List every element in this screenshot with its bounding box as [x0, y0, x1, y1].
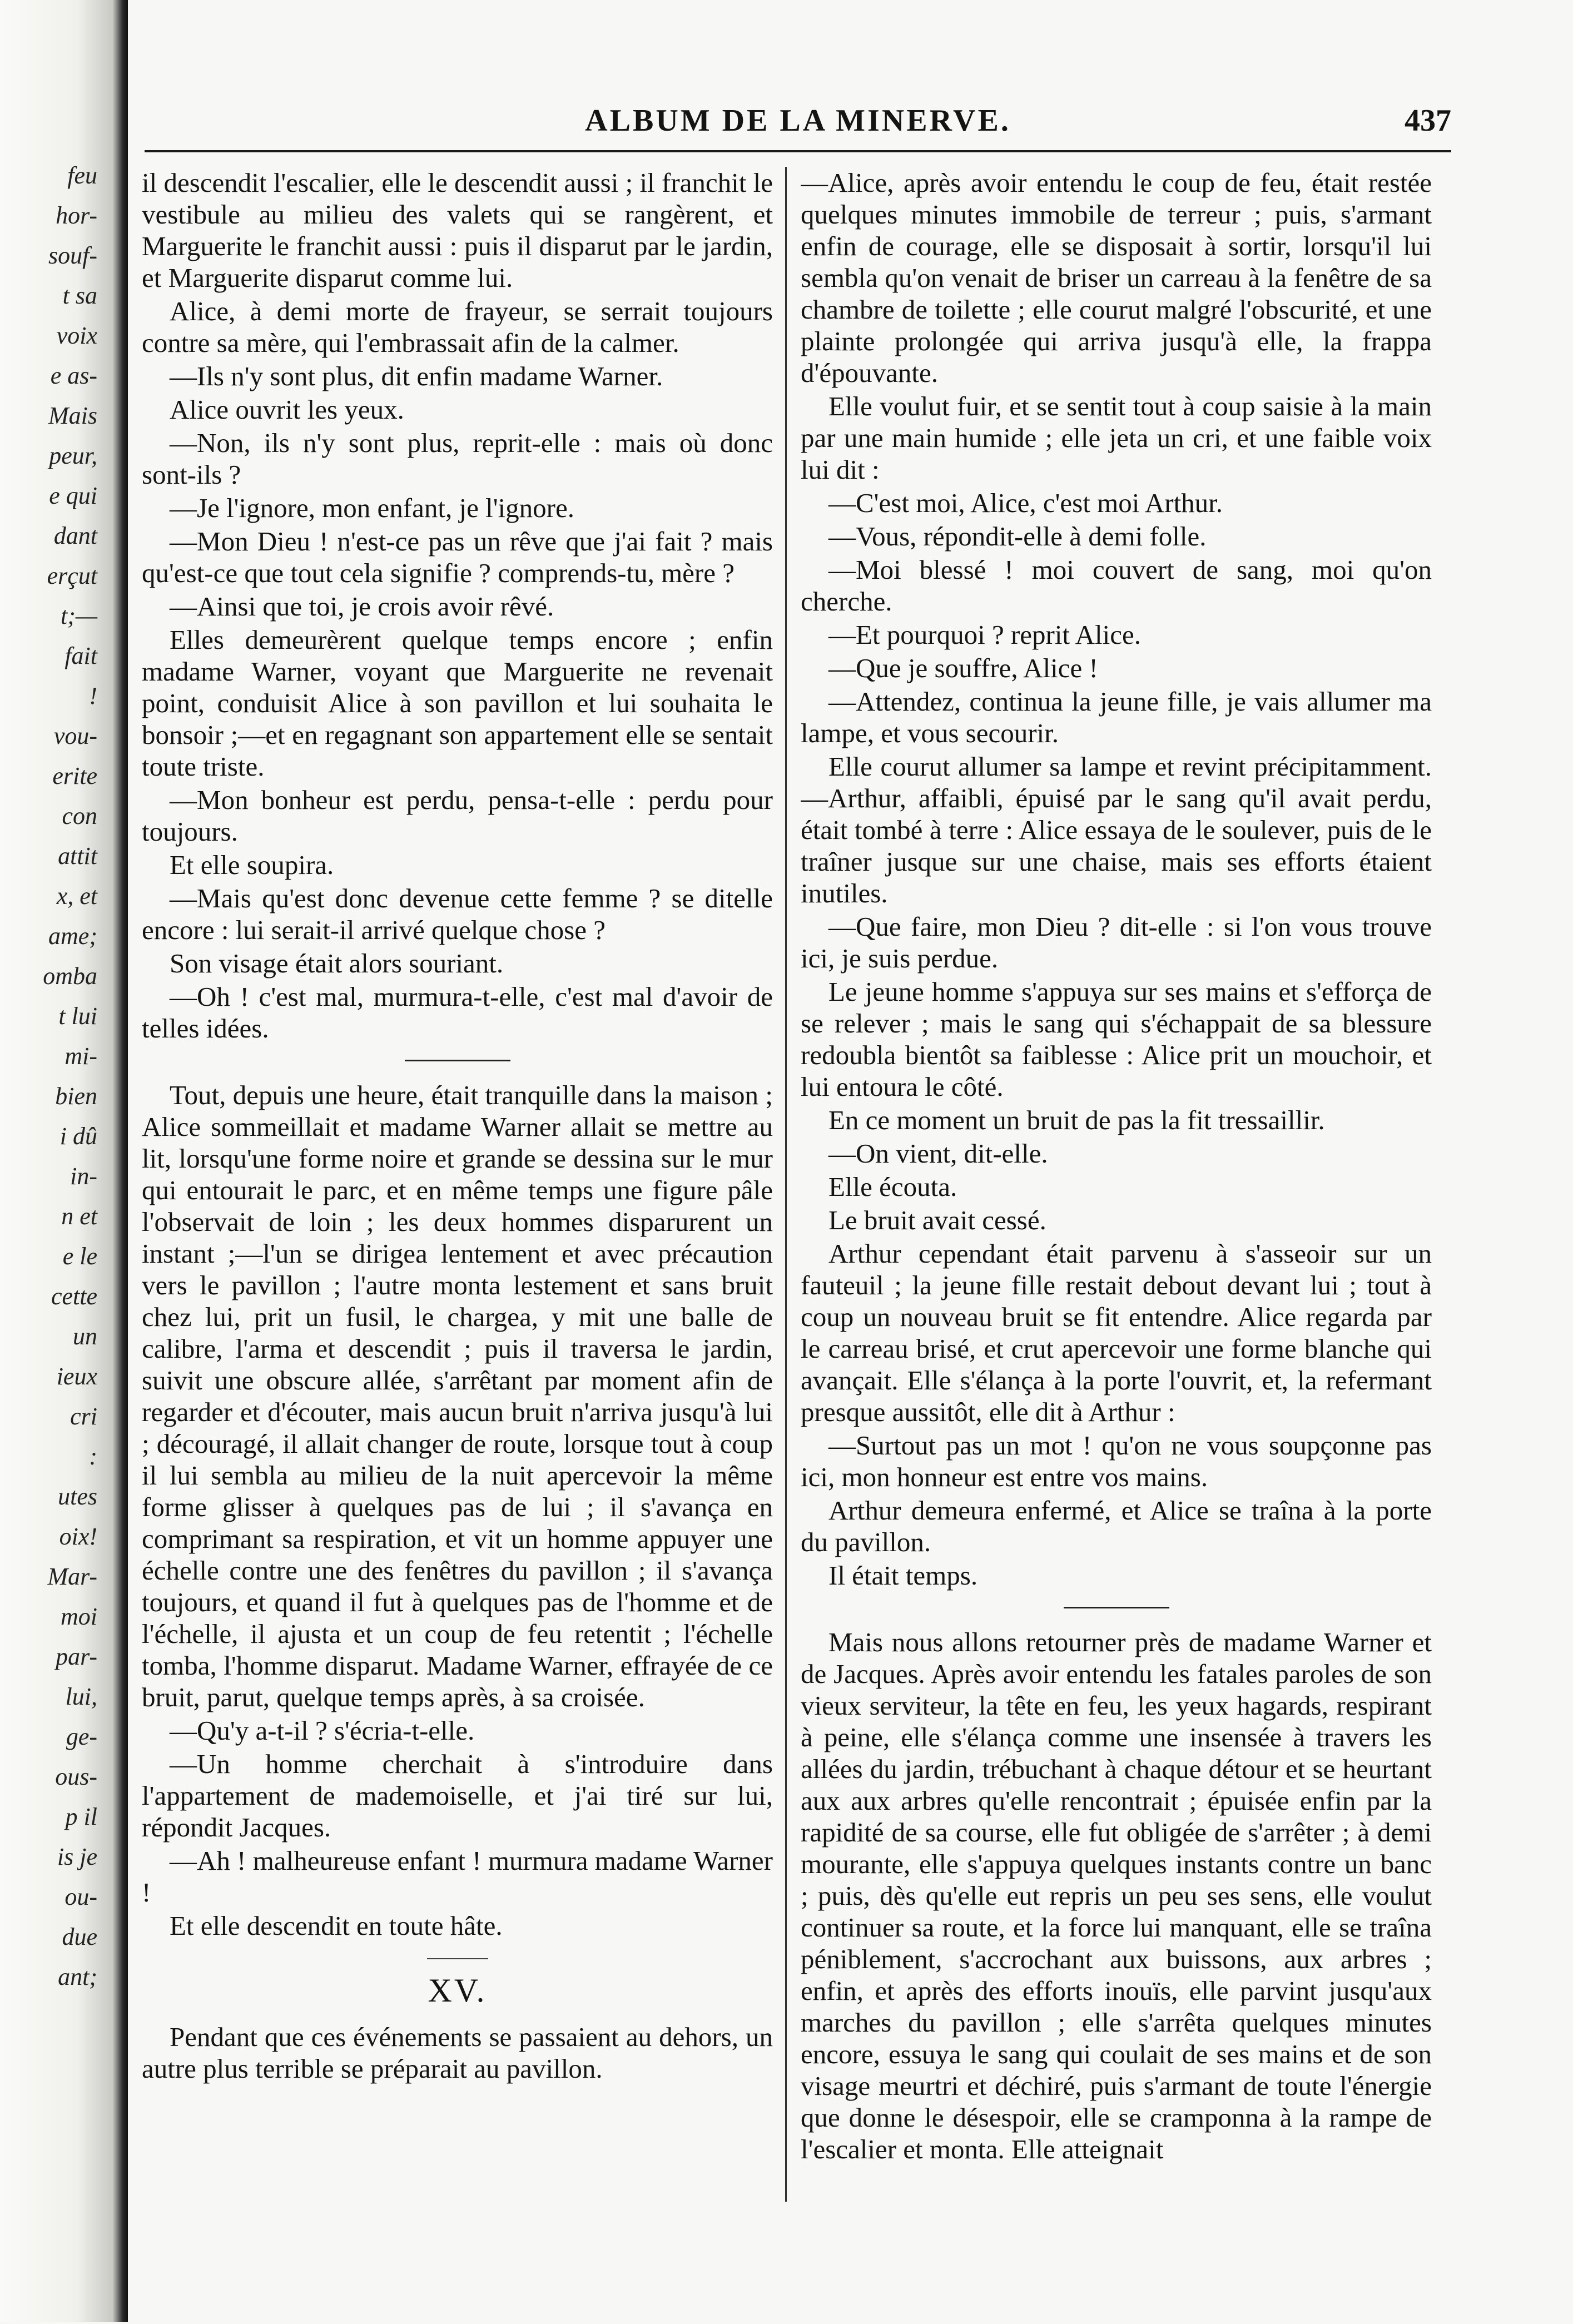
paragraph: —Non, ils n'y sont plus, reprit-elle : mais où donc sont-ils ?	[142, 428, 773, 490]
paragraph: Et elle soupira.	[170, 850, 334, 880]
margin-fragment: moi	[61, 1603, 97, 1630]
section-separator-dash	[427, 1958, 488, 1959]
paragraph: Alice ouvrit les yeux.	[170, 394, 404, 425]
publication-title: ALBUM DE LA MINERVE.	[585, 103, 1011, 138]
margin-fragment: Mar-	[47, 1563, 97, 1590]
left-column-part-a	[142, 167, 773, 1044]
margin-fragment: lui,	[65, 1683, 97, 1710]
paragraph: —Mais qu'est donc devenue cette femme ? se ditelle encore : lui serait-il arrivé quelque chose ?	[142, 883, 773, 945]
paragraph: —Un homme cherchait à s'introduire dans l'appartement de mademoiselle, et j'ai tiré sur lui, répondit Jacques.	[142, 1749, 773, 1843]
margin-fragment: hor-	[56, 202, 97, 229]
margin-fragment: Mais	[48, 402, 97, 429]
paragraph: Et elle descendit en toute hâte.	[170, 1910, 503, 1941]
margin-fragment: p il	[65, 1803, 97, 1830]
margin-fragment: oix!	[59, 1523, 97, 1550]
left-column-part-b	[142, 1079, 773, 1941]
paragraph: —C'est moi, Alice, c'est moi Arthur.	[828, 488, 1223, 518]
paragraph: —Attendez, continua la jeune fille, je vais allumer ma lampe, et vous secourir.	[801, 686, 1432, 748]
paragraph: Son visage était alors souriant.	[170, 948, 504, 979]
paragraph: Arthur cependant était parvenu à s'asseoir sur un fauteuil ; la jeune fille restait debout devant lui ; tout à coup un nouveau bruit se fit entendre. Alice regarda par le carreau brisé, et crut apercevoir une forme blanche qui avançait. Elle s'élança à la porte l'ouvrit, et, la refermant presque aussitôt, elle dit à Arthur :	[801, 1238, 1432, 1427]
paragraph: Mais nous allons retourner près de madame Warner et de Jacques. Après avoir entendu les fatales paroles de son vieux serviteur, la tête en feu, les yeux hagards, respirant à peine, elle s'élança comme une insensée à travers les allées du jardin, trébuchant à chaque détour et se heurtant aux aux arbres qu'elle rencontrait ; épuisée enfin par la rapidité de sa course, elle fut obligée de s'arrêter ; à demi mourante, elle s'appuya quelques instants contre un banc ; puis, dès qu'elle eut repris un peu ses sens, elle voulut continuer sa route, et la force lui manquant, elle se traîna péniblement, s'accrochant aux buissons, aux arbres ; enfin, et après des efforts inouïs, elle parvint jusqu'aux marches du pavillon ; elle s'arrêta quelques minutes encore, essuya le sang qui coulait de ses mains et de son visage meurtri et déchiré, puis s'armant de toute l'énergie que donne le désespoir, elle se cramponna à la rampe de l'escalier et monta. Elle atteignait	[801, 1627, 1432, 2164]
margin-fragment: erçut	[47, 562, 97, 589]
right-text-column	[801, 167, 1432, 2268]
paragraph: —Vous, répondit-elle à demi folle.	[828, 521, 1207, 552]
margin-fragment: attit	[58, 842, 97, 870]
margin-fragment: x, et	[56, 882, 97, 910]
margin-fragment: due	[62, 1923, 97, 1950]
left-text-column	[142, 167, 773, 2268]
margin-fragment: !	[89, 682, 97, 709]
margin-fragment: souf-	[48, 242, 97, 269]
margin-fragment: t sa	[62, 282, 97, 309]
paragraph: En ce moment un bruit de pas la fit tressaillir.	[828, 1105, 1325, 1135]
paragraph: Elle voulut fuir, et se sentit tout à coup saisie à la main par une main humide ; elle jeta un cri, et une faible voix lui dit :	[801, 391, 1432, 485]
margin-fragment: par-	[56, 1643, 97, 1670]
paragraph: Tout, depuis une heure, était tranquille dans la maison ; Alice sommeillait et madame Warner allait se mettre au lit, lorsqu'une forme noire et grande se dessina sur le mur qui entourait le parc, et en même temps une figure pâle l'observait de loin ; les deux hommes disparurent un instant ;—l'un se dirigea lentement et avec précaution vers le pavillon ; l'autre monta lestement et sans bruit chez lui, prit un fusil, le chargea, y mit une balle de calibre, l'arma et descendit ; puis il traversa le jardin, suivit une obscure allée, s'arrêtant par moment afin de regarder et d'écouter, mais aucun bruit n'arriva jusqu'à lui ; découragé, il allait changer de route, lorsque tout à coup il lui sembla au milieu de la nuit apercevoir la même forme glisser à quelques pas de lui ; il s'avança en comprimant sa respiration, et vit un homme appuyer une échelle contre une des fenêtres du pavillon ; il s'avança toujours, et quand il fut à quelques pas de l'homme et de l'échelle, il ajusta et un coup de feu retentit ; l'échelle tomba, l'homme disparut. Madame Warner, effrayée de ce bruit, parut, quelque temps après, à sa croisée.	[142, 1080, 773, 1712]
paragraph: —Surtout pas un mot ! qu'on ne vous soupçonne pas ici, mon honneur est entre vos mains.	[801, 1430, 1432, 1492]
chapter-heading: XV.	[428, 1972, 487, 2009]
paragraph: —Mon Dieu ! n'est-ce pas un rêve que j'ai fait ? mais qu'est-ce que tout cela signifie ? comprends-tu, mère ?	[142, 526, 773, 588]
margin-fragment: is je	[57, 1843, 97, 1870]
paragraph: —Mon bonheur est perdu, pensa-t-elle : perdu pour toujours.	[142, 784, 773, 847]
margin-fragment: in-	[70, 1163, 97, 1190]
margin-fragment: erite	[52, 762, 97, 789]
running-header	[145, 103, 1451, 147]
margin-fragment: ieux	[56, 1363, 97, 1390]
paragraph: Elles demeurèrent quelque temps encore ; enfin madame Warner, voyant que Marguerite ne revenait point, conduisit Alice à son pavillon et lui souhaita le bonsoir ;—et en regagnant son appartement elle se sentait toute triste.	[142, 624, 773, 782]
margin-fragment: :	[89, 1443, 97, 1470]
paragraph: —Et pourquoi ? reprit Alice.	[828, 619, 1141, 650]
left-column-part-c	[142, 2021, 773, 2084]
paragraph: —Ainsi que toi, je crois avoir rêvé.	[170, 591, 554, 622]
column-separator-rule	[785, 167, 787, 2202]
paragraph: —Que je souffre, Alice !	[828, 653, 1098, 683]
paragraph: —Moi blessé ! moi couvert de sang, moi qu'on cherche.	[801, 554, 1432, 617]
paragraph: Pendant que ces événements se passaient au dehors, un autre plus terrible se préparait au pavillon.	[142, 2022, 773, 2084]
previous-page-margin-fragments	[0, 156, 114, 2324]
right-column-part-b	[801, 1626, 1432, 2165]
margin-fragment: cri	[70, 1403, 97, 1430]
margin-fragment: ant;	[58, 1963, 97, 1990]
margin-fragment: e le	[62, 1243, 97, 1270]
margin-fragment: utes	[58, 1483, 97, 1510]
section-separator-rule	[1064, 1607, 1169, 1608]
margin-fragment: un	[73, 1323, 97, 1350]
margin-fragment: i dû	[59, 1123, 97, 1150]
margin-fragment: dant	[53, 522, 97, 549]
paragraph: —On vient, dit-elle.	[828, 1138, 1048, 1169]
paragraph: Alice, à demi morte de frayeur, se serrait toujours contre sa mère, qui l'embrassait afin de la calmer.	[142, 296, 773, 358]
paragraph: —Oh ! c'est mal, murmura-t-elle, c'est mal d'avoir de telles idées.	[142, 981, 773, 1044]
section-separator-rule	[405, 1060, 510, 1061]
page-number: 437	[1405, 103, 1451, 138]
margin-fragment: peur,	[49, 442, 97, 469]
margin-fragment: n et	[61, 1203, 97, 1230]
margin-fragment: cette	[51, 1283, 97, 1310]
margin-fragment: feu	[67, 162, 97, 189]
paragraph: —Je l'ignore, mon enfant, je l'ignore.	[170, 493, 574, 523]
paragraph: —Alice, après avoir entendu le coup de feu, était restée quelques minutes immobile de terreur ; puis, s'armant enfin de courage, elle se disposait à sortir, lorsqu'il lui sembla qu'on venait de briser un carreau à la fenêtre de sa chambre de toilette ; elle courut malgré l'obscurité, et une plainte prolongée qui arriva jusqu'à elle, la frappa d'épouvante.	[801, 167, 1432, 388]
margin-fragment: t lui	[58, 1002, 97, 1030]
margin-fragment: e qui	[49, 482, 97, 509]
margin-fragment: ou-	[64, 1883, 97, 1910]
margin-fragment: ous-	[55, 1763, 97, 1790]
paragraph: —Qu'y a-t-il ? s'écria-t-elle.	[170, 1715, 475, 1746]
margin-fragment: omba	[43, 962, 97, 990]
paragraph: Le jeune homme s'appuya sur ses mains et s'efforça de se relever ; mais le sang qui s'échappait de sa blessure redoubla bientôt sa faiblesse : Alice prit un mouchoir, et lui entoura le côté.	[801, 976, 1432, 1102]
paragraph: —Que faire, mon Dieu ? dit-elle : si l'on vous trouve ici, je suis perdue.	[801, 911, 1432, 974]
margin-fragment: bien	[55, 1082, 97, 1110]
header-rule	[145, 150, 1451, 152]
margin-fragment: t;—	[61, 602, 97, 629]
margin-fragment: vou-	[53, 722, 97, 749]
paragraph: Le bruit avait cessé.	[828, 1205, 1046, 1235]
paragraph: —Ils n'y sont plus, dit enfin madame Warner.	[170, 361, 663, 391]
margin-fragment: fait	[64, 642, 97, 669]
margin-fragment: ge-	[66, 1723, 97, 1750]
right-column-part-a	[801, 167, 1432, 1591]
margin-fragment: con	[62, 802, 97, 830]
paragraph: il descendit l'escalier, elle le descendit aussi ; il franchit le vestibule au milieu des valets qui se rangèrent, et Marguerite le franchit aussi : puis il disparut par le jardin, et Marguerite disparut comme lui.	[142, 167, 773, 293]
paragraph: Elle écouta.	[828, 1171, 957, 1202]
paragraph: Il était temps.	[828, 1560, 978, 1591]
margin-fragment: e as-	[50, 362, 97, 389]
margin-fragment: voix	[56, 322, 97, 349]
margin-fragment: mi-	[64, 1042, 97, 1070]
paragraph: Elle courut allumer sa lampe et revint précipitamment.—Arthur, affaibli, épuisé par le sang qu'il avait perdu, était tombé à terre : Alice essaya de le soulever, puis de le traîner jusque sur une chaise, mais ses efforts étaient inutiles.	[801, 751, 1432, 908]
paragraph: Arthur demeura enfermé, et Alice se traîna à la porte du pavillon.	[801, 1495, 1432, 1557]
paragraph: —Ah ! malheureuse enfant ! murmura madame Warner !	[142, 1845, 773, 1908]
margin-fragment: ame;	[48, 922, 97, 950]
